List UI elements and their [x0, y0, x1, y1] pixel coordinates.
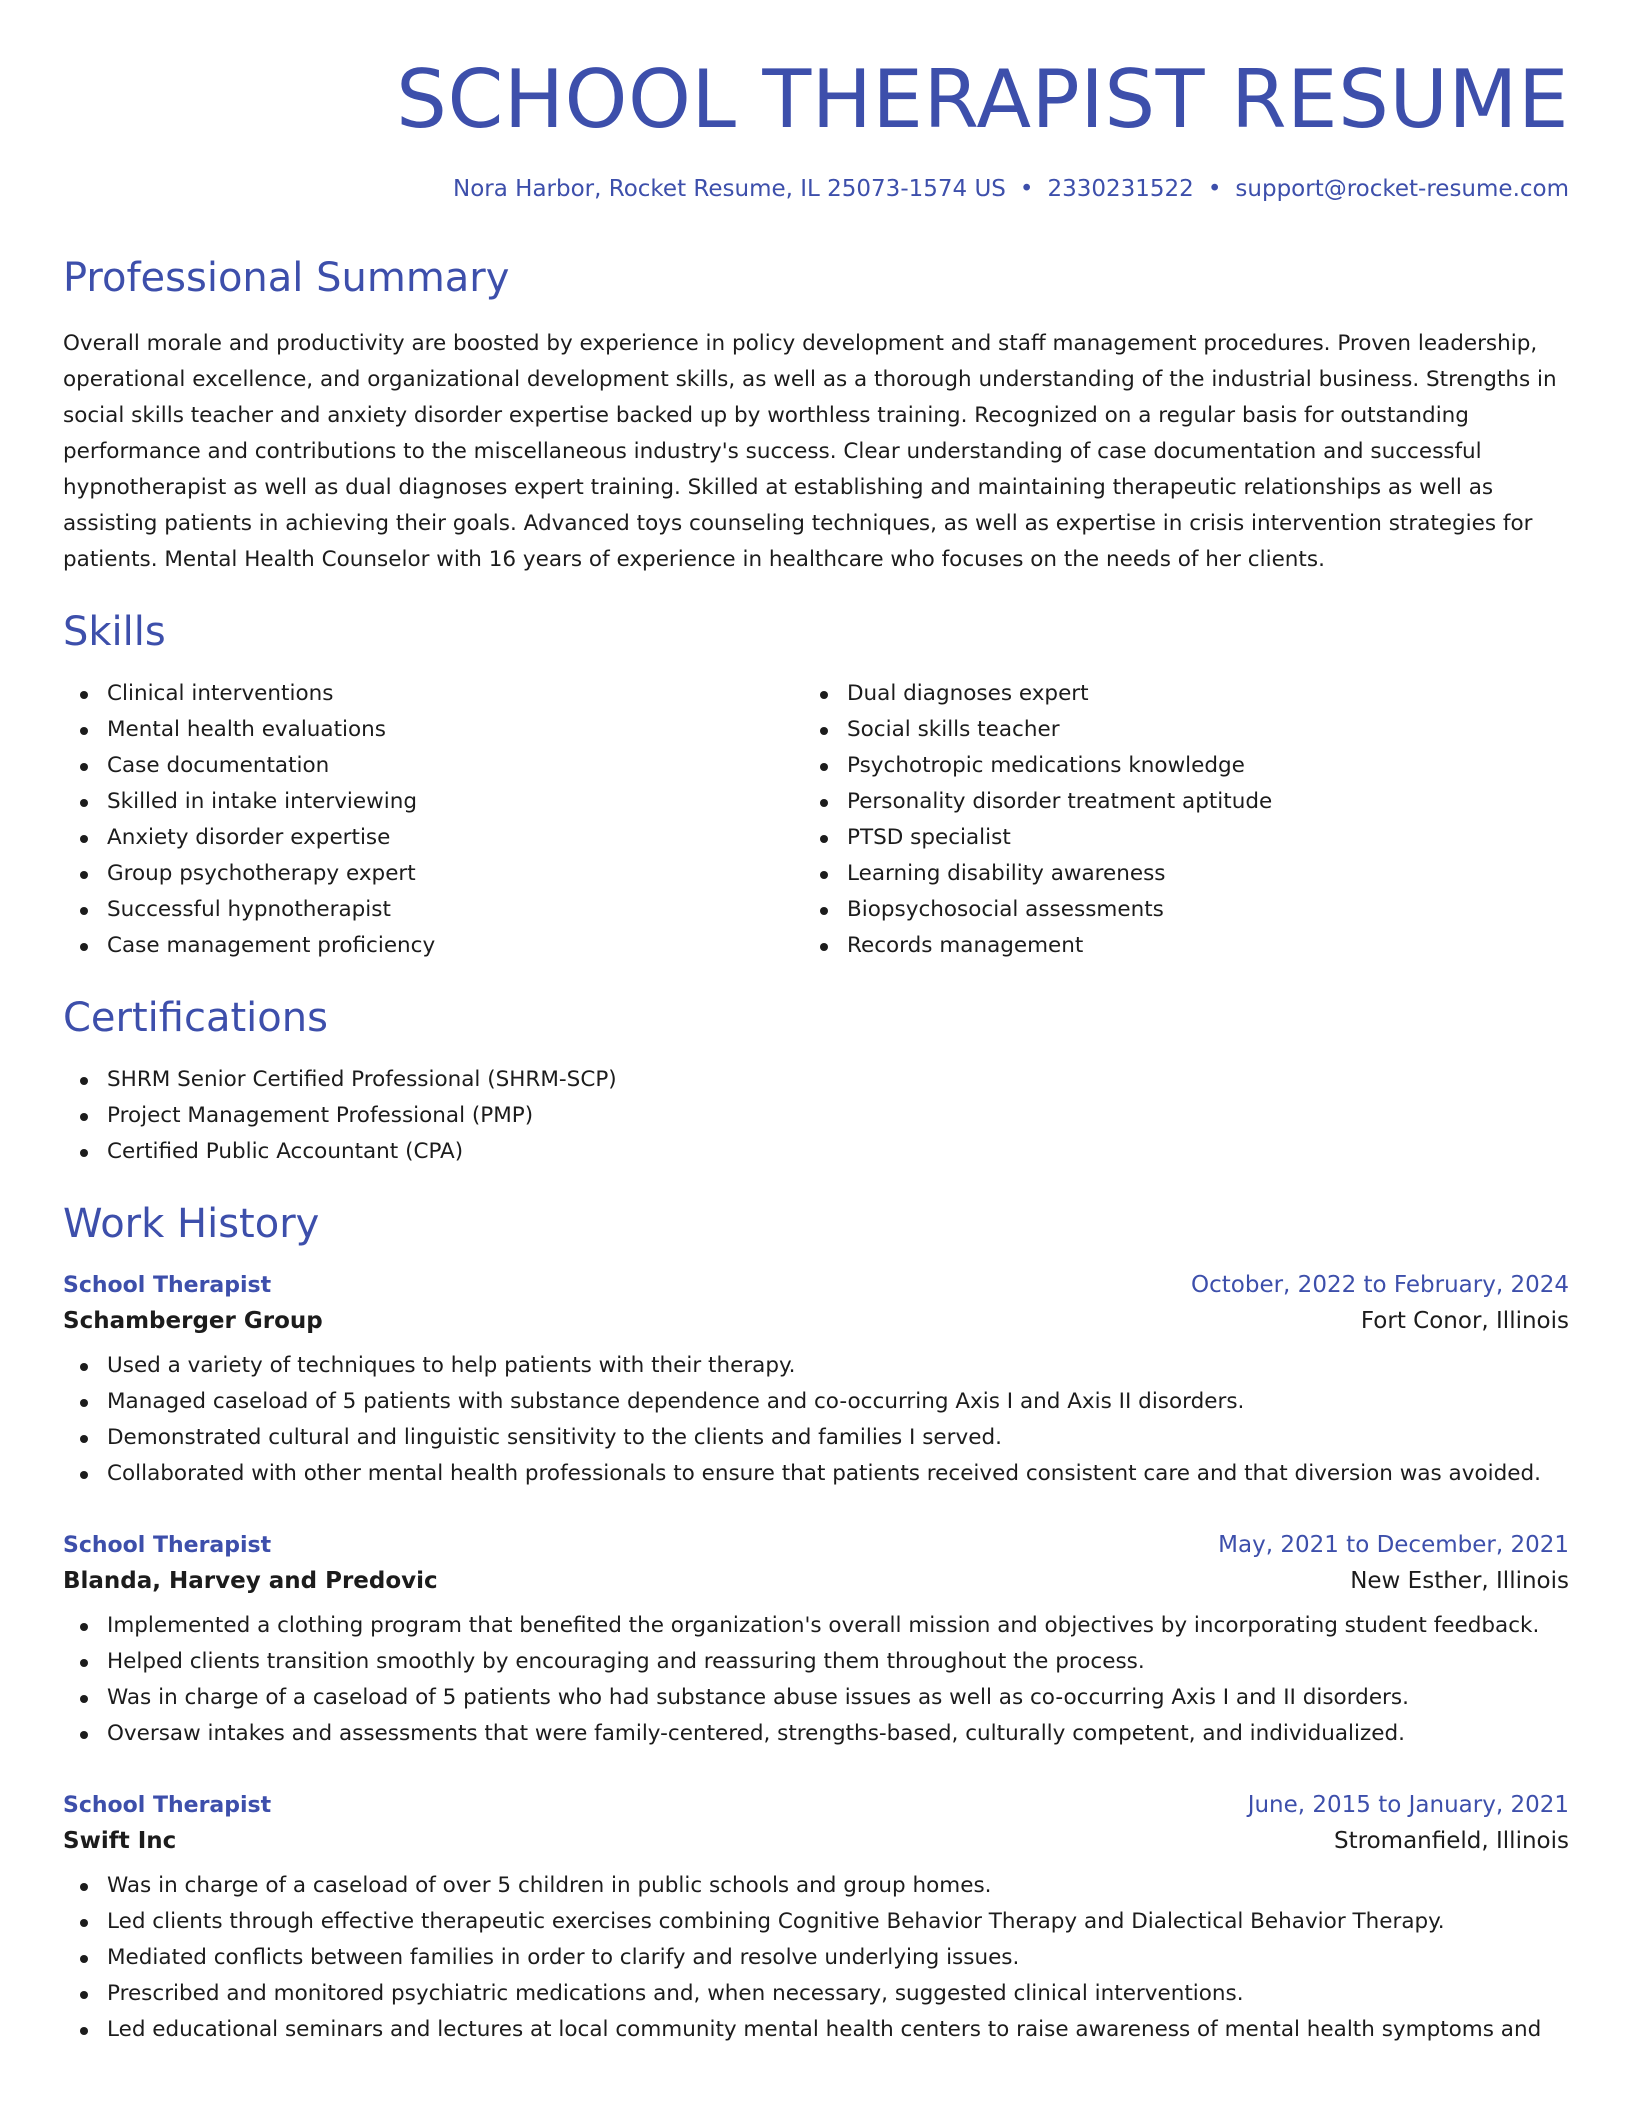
job-location: New Esther, Illinois — [1350, 1568, 1569, 1594]
job-bullets — [63, 1868, 1569, 2048]
summary-text: Overall morale and productivity are boosted by experience in policy development and staff management procedures. Proven leadership, operational excellence, and organizational development skills, as well as a thorough understanding of the industrial business. Strengths in social skills teacher and anxiety disorder expertise backed up by worthless training. Recognized on a regular basis for outstanding performance and contributions to the miscellaneous industry's success. Clear understanding of case documentation and successful hypnotherapist as well as dual diagnoses expert training. Skilled at establishing and maintaining therapeutic relationships as well as assisting patients in achieving their goals. Advanced toys counseling techniques, as well as expertise in crisis intervention strategies for patients. Mental Health Counselor with 16 years of experience in healthcare who focuses on the needs of her clients. — [63, 331, 1557, 572]
job-dates: October, 2022 to February, 2024 — [1191, 1272, 1569, 1298]
job-bullet: Mediated conflicts between families in order to clarify and resolve underlying issues. — [63, 1940, 1569, 1976]
skill-item: Learning disability awareness — [803, 856, 1543, 892]
certification-item: Certified Public Accountant (CPA) — [63, 1134, 1569, 1170]
skills-list-right — [803, 676, 1543, 964]
job-location: Stromanfield, Illinois — [1334, 1828, 1569, 1854]
work-history-heading: Work History — [63, 1201, 320, 1247]
job-company: Schamberger Group — [63, 1308, 323, 1334]
job-header — [63, 1272, 1569, 1298]
contact-phone: 2330231522 — [1047, 176, 1194, 202]
skill-item: Personality disorder treatment aptitude — [803, 784, 1543, 820]
job-bullet: Managed caseload of 5 patients with substance dependence and co-occurring Axis I and Axis II disorders. — [63, 1384, 1569, 1420]
job-bullet: Collaborated with other mental health professionals to ensure that patients received consistent care and that diversion was avoided. — [63, 1456, 1569, 1492]
job-dates: May, 2021 to December, 2021 — [1218, 1532, 1569, 1558]
job-bullet: Was in charge of a caseload of over 5 children in public schools and group homes. — [63, 1868, 1569, 1904]
job-bullets — [63, 1348, 1569, 1492]
job-location: Fort Conor, Illinois — [1360, 1308, 1569, 1334]
job-bullet: Used a variety of techniques to help patients with their therapy. — [63, 1348, 1569, 1384]
skills-list-left — [63, 676, 803, 964]
skill-item: Group psychotherapy expert — [63, 856, 803, 892]
job-bullet: Demonstrated cultural and linguistic sensitivity to the clients and families I served. — [63, 1420, 1569, 1456]
skill-item: Successful hypnotherapist — [63, 892, 803, 928]
job-entry — [63, 1792, 1569, 2048]
job-employer-row — [63, 1568, 1569, 1594]
skill-item: PTSD specialist — [803, 820, 1543, 856]
summary-heading: Professional Summary — [63, 255, 510, 301]
job-title: School Therapist — [63, 1533, 272, 1558]
skill-item: Skilled in intake interviewing — [63, 784, 803, 820]
skill-item: Mental health evaluations — [63, 712, 803, 748]
skill-item: Case documentation — [63, 748, 803, 784]
contact-separator: • — [1207, 176, 1222, 202]
resume-title: SCHOOL THERAPIST RESUME — [396, 53, 1569, 146]
skill-item: Case management proficiency — [63, 928, 803, 964]
certification-item: SHRM Senior Certified Professional (SHRM-SCP) — [63, 1062, 1569, 1098]
skill-item: Clinical interventions — [63, 676, 803, 712]
job-bullet: Was in charge of a caseload of 5 patients who had substance abuse issues as well as co-occurring Axis I and II disorders. — [63, 1680, 1569, 1716]
job-employer-row — [63, 1308, 1569, 1334]
skills-columns — [63, 676, 1569, 964]
certification-item: Project Management Professional (PMP) — [63, 1098, 1569, 1134]
job-bullets — [63, 1608, 1569, 1752]
job-bullet: Prescribed and monitored psychiatric medications and, when necessary, suggested clinical interventions. — [63, 1976, 1569, 2012]
skill-item: Social skills teacher — [803, 712, 1543, 748]
skill-item: Records management — [803, 928, 1543, 964]
skill-item: Biopsychosocial assessments — [803, 892, 1543, 928]
job-bullet: Implemented a clothing program that benefited the organization's overall mission and objectives by incorporating student feedback. — [63, 1608, 1569, 1644]
job-entry — [63, 1532, 1569, 1752]
job-title: School Therapist — [63, 1793, 272, 1818]
job-employer-row — [63, 1828, 1569, 1854]
skill-item: Psychotropic medications knowledge — [803, 748, 1543, 784]
job-header — [63, 1792, 1569, 1818]
job-company: Blanda, Harvey and Predovic — [63, 1568, 438, 1594]
job-title: School Therapist — [63, 1273, 272, 1298]
skills-heading: Skills — [63, 609, 166, 655]
job-bullet: Helped clients transition smoothly by encouraging and reassuring them throughout the process. — [63, 1644, 1569, 1680]
job-dates: June, 2015 to January, 2021 — [1247, 1792, 1569, 1818]
contact-separator: • — [1019, 176, 1034, 202]
job-bullet: Oversaw intakes and assessments that were family-centered, strengths-based, culturally competent, and individualized. — [63, 1716, 1569, 1752]
certifications-list — [63, 1062, 1569, 1170]
job-entry — [63, 1272, 1569, 1492]
certifications-heading: Certifications — [63, 995, 328, 1041]
contact-address: Nora Harbor, Rocket Resume, IL 25073-1574 US — [453, 176, 1006, 202]
skill-item: Anxiety disorder expertise — [63, 820, 803, 856]
job-header — [63, 1532, 1569, 1558]
contact-email: support@rocket-resume.com — [1235, 176, 1569, 202]
job-bullet: Led clients through effective therapeutic exercises combining Cognitive Behavior Therapy and Dialectical Behavior Therapy. — [63, 1904, 1569, 1940]
contact-line — [63, 176, 1569, 202]
job-company: Swift Inc — [63, 1828, 177, 1854]
job-bullet: Led educational seminars and lectures at local community mental health centers to raise awareness of mental health symptoms and — [63, 2012, 1569, 2048]
skill-item: Dual diagnoses expert — [803, 676, 1543, 712]
